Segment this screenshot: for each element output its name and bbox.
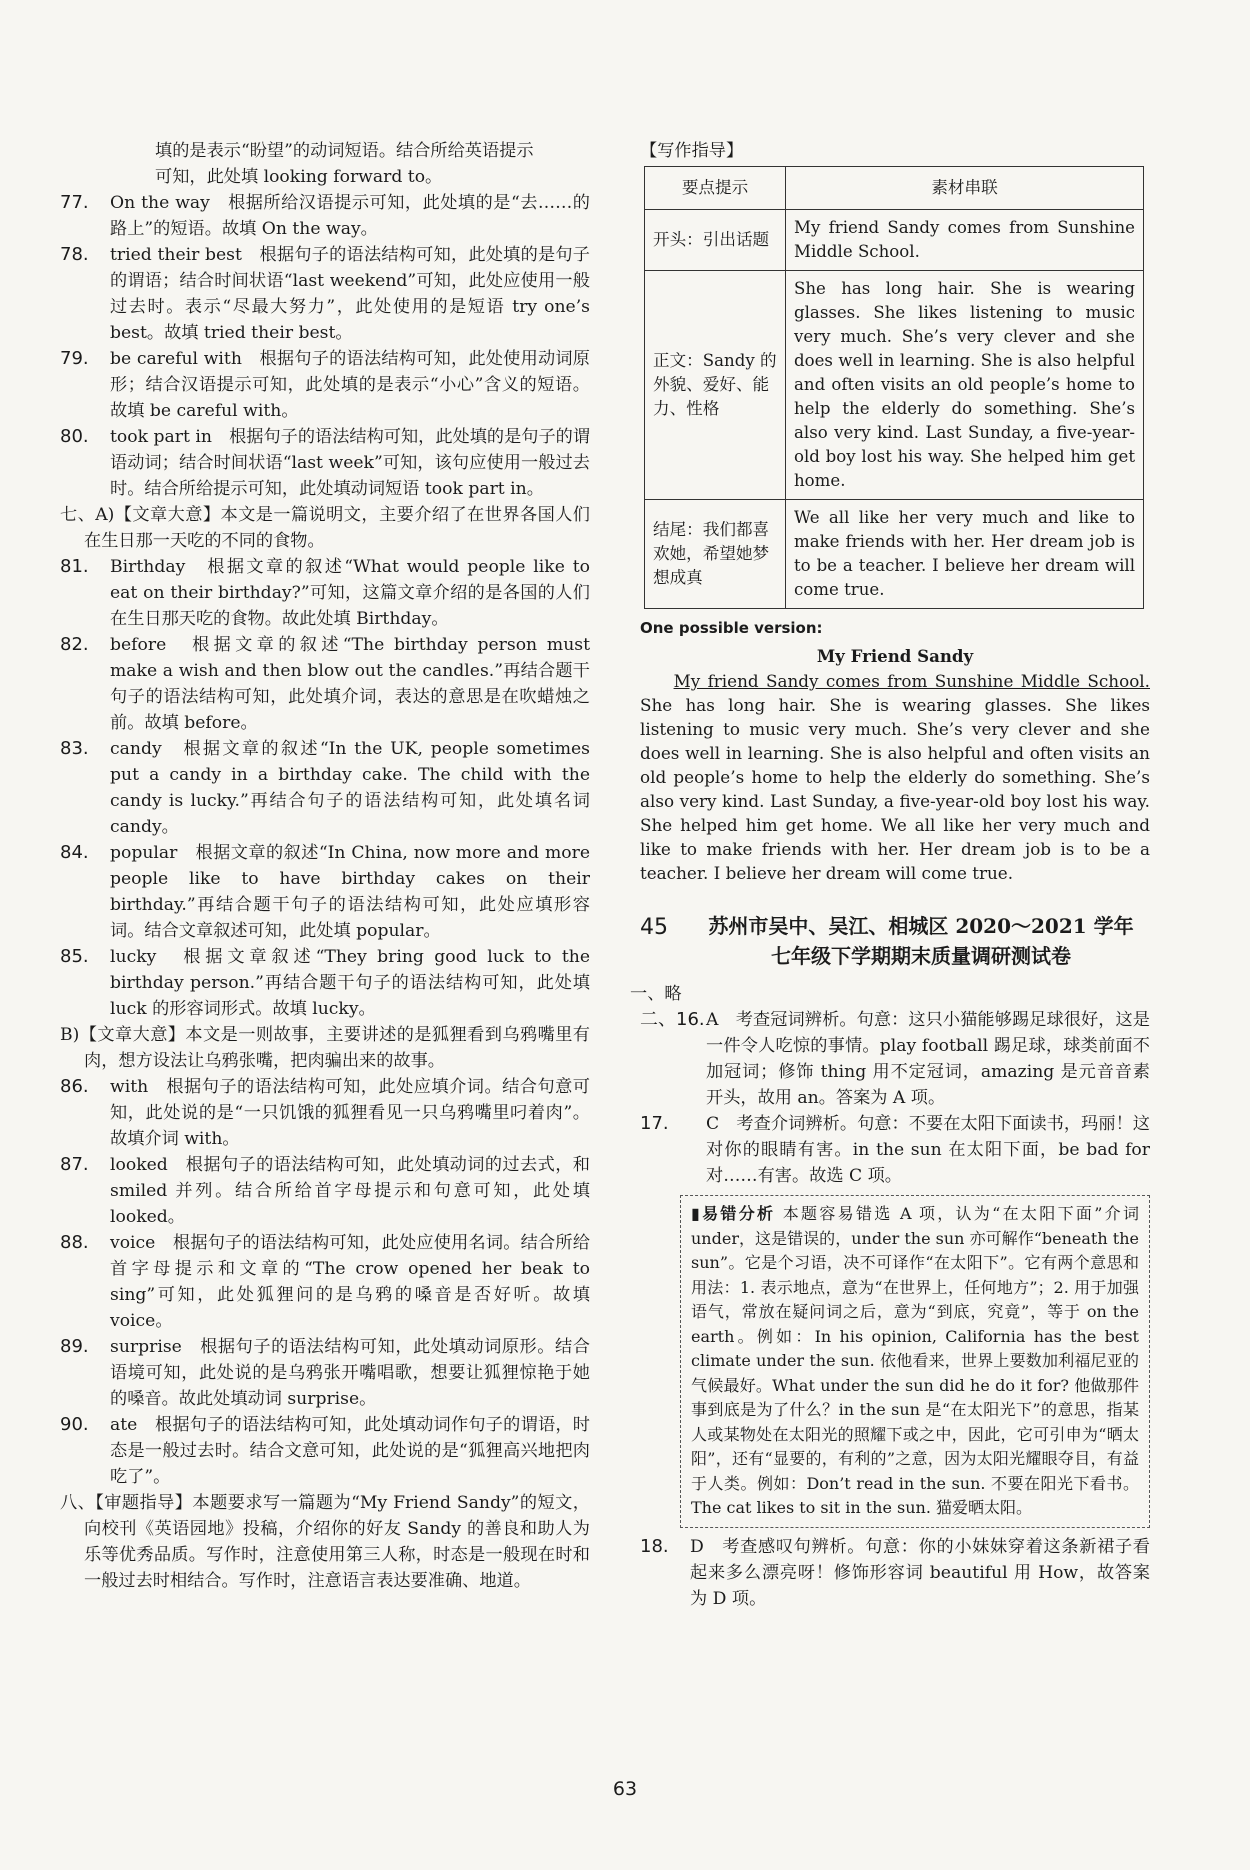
answer-item <box>640 1007 1150 1111</box>
item-text: C 考查介词辨析。句意：不要在太阳下面读书，玛丽！这对你的眼睛有害。in the sun 在太阳下面，be bad for 对……有害。故选 C 项。 <box>706 1114 1150 1186</box>
table-cell-key: 开头：引出话题 <box>645 210 786 271</box>
item-text: On the way 根据所给汉语提示可知，此处填的是“去……的路上”的短语。故填 On the way。 <box>110 193 590 239</box>
answer-item <box>60 944 590 1022</box>
answer-item <box>60 632 590 736</box>
section-8-guidance: 八、【审题指导】本题要求写一篇题为“My Friend Sandy”的短文，向校刊《英语园地》投稿，介绍你的好友 Sandy 的善良和助人为乐等优秀品质。写作时，注意使用第三人称，时态是一般现在时和一般过去时相结合。写作时，注意语言表达要准确、地道。 <box>60 1493 590 1591</box>
left-column <box>60 138 590 1594</box>
item-number: 80. <box>60 426 89 447</box>
answer-item <box>60 424 590 502</box>
table-cell-value: My friend Sandy comes from Sunshine Middle School. <box>786 210 1144 271</box>
item-number: 86. <box>60 1076 89 1097</box>
section-7-summary: 七、A)【文章大意】本文是一篇说明文，主要介绍了在世界各国人们在生日那一天吃的不同的食物。 <box>60 505 590 551</box>
item-text: looked 根据句子的语法结构可知，此处填动词的过去式，和 smiled 并列。结合所给首字母提示和句意可知，此处填 looked。 <box>110 1155 590 1227</box>
item-number: 81. <box>60 556 89 577</box>
intro-line: 填的是表示“盼望”的动词短语。结合所给英语提示 <box>155 141 534 161</box>
exam-title-line: 苏州市吴中、吴江、相城区 2020～2021 学年 <box>708 914 1134 938</box>
item-number: 87. <box>60 1154 89 1175</box>
intro-line: 可知，此处填 looking forward to。 <box>155 167 443 187</box>
table-header: 素材串联 <box>786 167 1144 210</box>
right-column <box>630 138 1150 1612</box>
answer-item <box>60 190 590 242</box>
exam-number: 45 <box>640 915 668 940</box>
item-number: 85. <box>60 946 89 967</box>
answer-item <box>60 554 590 632</box>
answer-item <box>60 1074 590 1152</box>
item-text: took part in 根据句子的语法结构可知，此处填的是句子的谓语动词；结合时间状语“last week”可知，该句应使用一般过去时。结合所给提示可知，此处填动词短语 took part in。 <box>110 427 591 499</box>
table-row <box>645 271 1144 500</box>
error-analysis-label: ▮易错分析 <box>691 1204 776 1223</box>
essay-rest: She has long hair. She is wearing glasses. She likes listening to music very much. She’s very clever and she does well in learning. She is also helpful and often visits an old people’s home to help the elderly do something. She’s also very kind. Last Sunday, a five-year-old boy lost his way. She helped him get home. We all like her very much and like to make friends with her. Her dream job is to be a teacher. I believe her dream will come true. <box>640 695 1150 883</box>
item-number: 18. <box>640 1535 669 1557</box>
writing-guide-title: 【写作指导】 <box>640 141 744 161</box>
answer-item <box>60 840 590 944</box>
item-text: lucky 根据文章叙述“They bring good luck to the birthday person.”再结合题干句子的语法结构可知，此处填 luck 的形容词形式。故填 lucky。 <box>110 947 590 1019</box>
table-cell-key: 结尾：我们都喜欢她，希望她梦想成真 <box>645 500 786 609</box>
exam-header <box>640 911 1150 971</box>
item-text: ate 根据句子的语法结构可知，此处填动词作句子的谓语，时态是一般过去时。结合文意可知，此处说的是“狐狸高兴地把肉吃了”。 <box>110 1415 590 1487</box>
essay-title: My Friend Sandy <box>816 646 974 666</box>
exam-title <box>692 911 1150 971</box>
item-number: 77. <box>60 192 89 213</box>
item-text: be careful with 根据句子的语法结构可知，此处使用动词原形；结合汉语提示可知，此处填的是表示“小心”含义的短语。故填 be careful with。 <box>110 349 590 421</box>
section-1: 一、略 <box>630 984 682 1004</box>
answer-list-86-90 <box>60 1074 590 1490</box>
item-text: before 根据文章的叙述“The birthday person must make a wish and then blow out the candles.”再结合题干句子的语法结构可知，此处填介词，表达的意思是在吹蜡烛之前。故填 before。 <box>110 635 590 733</box>
section-b-summary: B)【文章大意】本文是一则故事，主要讲述的是狐狸看到乌鸦嘴里有肉，想方设法让乌鸦张嘴，把肉骗出来的故事。 <box>60 1025 590 1071</box>
table-header: 要点提示 <box>645 167 786 210</box>
item-text: A 考查冠词辨析。句意：这只小猫能够踢足球很好，这是一件令人吃惊的事情。play football 踢足球，球类前面不加冠词；修饰 thing 用不定冠词，amazing 是元音音素开头，故用 an。答案为 A 项。 <box>706 1010 1150 1108</box>
item-text: with 根据句子的语法结构可知，此处应填介词。结合句意可知，此处说的是“一只饥饿的狐狸看见一只乌鸦嘴里叼着肉”。故填介词 with。 <box>110 1077 590 1149</box>
table-row <box>645 500 1144 609</box>
item-text: popular 根据文章的叙述“In China, now more and more people like to have birthday cakes on their birthday.”再结合题干句子的语法结构可知，此处应填形容词。结合文章叙述可知，此处填 popular。 <box>110 843 590 941</box>
item-text: tried their best 根据句子的语法结构可知，此处填的是句子的谓语；结合时间状语“last weekend”可知，此处应使用一般过去时。表示“尽最大努力”，此处使用的是短语 try one’s best。故填 tried their best。 <box>110 245 590 343</box>
writing-guide-table <box>644 166 1144 609</box>
item-number: 78. <box>60 244 89 265</box>
answer-item <box>60 1412 590 1490</box>
answer-list-16-17 <box>640 1007 1150 1189</box>
essay-body <box>640 669 1150 885</box>
table-cell-value: We all like her very much and like to make friends with her. Her dream job is to be a teacher. I believe her dream will come true. <box>786 500 1144 609</box>
table-cell-key: 正文：Sandy 的外貌、爱好、能力、性格 <box>645 271 786 500</box>
table-header-row <box>645 167 1144 210</box>
table-row <box>645 210 1144 271</box>
exam-title-line: 七年级下学期期末质量调研测试卷 <box>771 944 1071 968</box>
essay-first-sentence: My friend Sandy comes from Sunshine Middle School. <box>673 671 1150 691</box>
error-analysis-text: 本题容易错选 A 项，认为“在太阳下面”介词 under，这是错误的，under the sun 亦可解作“beneath the sun”。它是个习语，决不可译作“在太阳下”。它有两个意思和用法：1. 表示地点，意为“在世界上，任何地方”；2. 用于加强语气，常放在疑问词之后，意为“到底，究竟”，等于 on the earth。例如：In his opinion, California has the best climate under the sun. 依他看来，世界上要数加利福尼亚的气候最好。What under the sun did he do it for? 他做那件事到底是为了什么？in the sun 是“在太阳光下”的意思，指某人或某物处在太阳光的照耀下或之中，因此，它可引申为“晒太阳”，还有“显要的，有利的”之意，因为太阳光耀眼夺目，有益于人类。例如：Don’t read in the sun. 不要在阳光下看书。The cat likes to sit in the sun. 猫爱晒太阳。 <box>691 1204 1139 1517</box>
item-text: candy 根据文章的叙述“In the UK, people sometimes put a candy in a birthday cake. The child with the candy is lucky.”再结合句子的语法结构可知，此处填名词 candy。 <box>110 739 590 837</box>
item-number: 83. <box>60 738 89 759</box>
item-number: 79. <box>60 348 89 369</box>
item-number: 二、16. <box>640 1009 705 1030</box>
error-analysis-box <box>680 1195 1150 1528</box>
item-number: 82. <box>60 634 89 655</box>
item-text: D 考查感叹句辨析。句意：你的小妹妹穿着这条新裙子看起来多么漂亮呀！修饰形容词 beautiful 用 How，故答案为 D 项。 <box>690 1536 1150 1609</box>
answer-item <box>640 1111 1150 1189</box>
item-text: voice 根据句子的语法结构可知，此处应使用名词。结合所给首字母提示和文章的“The crow opened her beak to sing”可知，此处狐狸问的是乌鸦的嗓音是否好听。故填 voice。 <box>110 1233 590 1331</box>
one-possible-version-label: One possible version: <box>640 619 823 637</box>
page-number: 63 <box>612 1778 638 1800</box>
item-number: 89. <box>60 1336 89 1357</box>
item-number: 84. <box>60 842 89 863</box>
answer-item <box>60 1334 590 1412</box>
item-text: Birthday 根据文章的叙述“What would people like to eat on their birthday?”可知，这篇文章介绍的是各国的人们在生日那天吃的食物。故此处填 Birthday。 <box>110 557 590 629</box>
answer-item <box>60 1230 590 1334</box>
table-cell-value: She has long hair. She is wearing glasses. She likes listening to music very much. She’s very clever and she does well in learning. She is also helpful and often visits an old people’s home to help the elderly do something. She’s also very kind. Last Sunday, a five-year-old boy lost his way. She helped him get home. <box>786 271 1144 500</box>
answer-item <box>60 346 590 424</box>
answer-list-81-85 <box>60 554 590 1022</box>
item-text: surprise 根据句子的语法结构可知，此处填动词原形。结合语境可知，此处说的是乌鸦张开嘴唱歌，想要让狐狸惊艳于她的嗓音。故此处填动词 surprise。 <box>110 1337 590 1409</box>
answer-item <box>60 1152 590 1230</box>
answer-item <box>60 736 590 840</box>
answer-list-77-80 <box>60 190 590 502</box>
item-number: 90. <box>60 1414 89 1435</box>
answer-item <box>60 242 590 346</box>
item-number: 17. <box>640 1113 669 1134</box>
answer-item-18 <box>640 1534 1150 1612</box>
item-number: 88. <box>60 1232 89 1253</box>
